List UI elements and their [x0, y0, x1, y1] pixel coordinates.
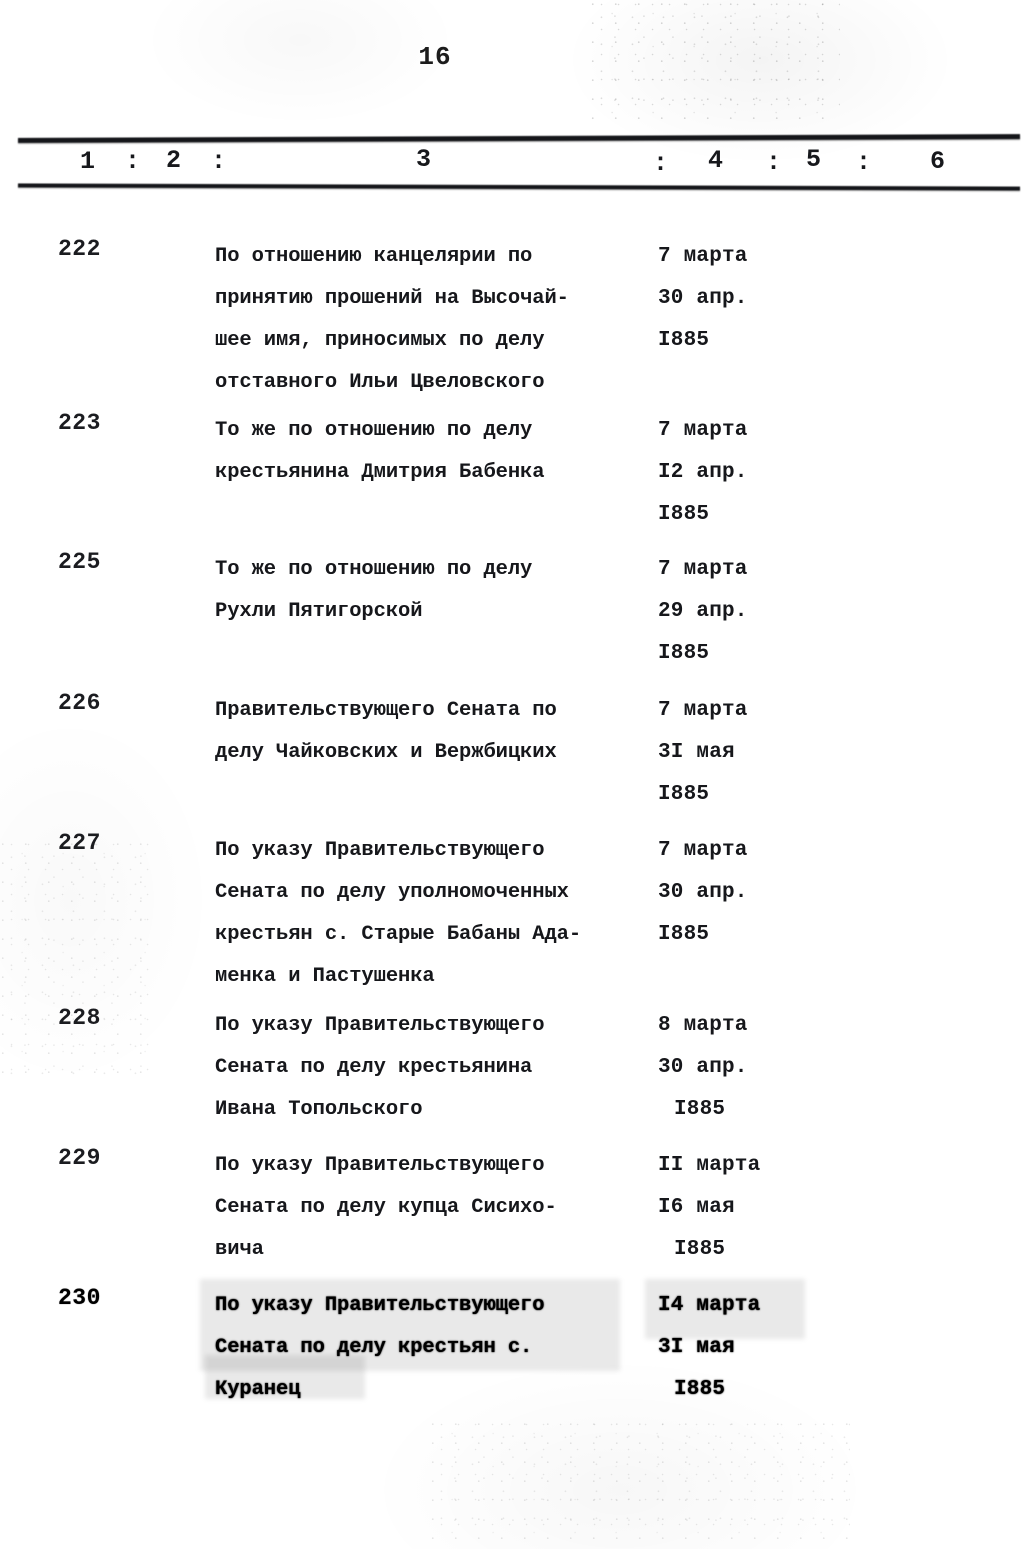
- column-separator-4: :: [766, 148, 782, 177]
- date-line: II марта: [658, 1154, 761, 1177]
- row-description: [215, 236, 645, 404]
- row-number: 225: [58, 549, 101, 575]
- row-dates: [658, 1005, 868, 1131]
- description-line: По указу Правительствующего: [215, 839, 545, 862]
- description-line: Сената по делу купца Сисихо-: [215, 1196, 557, 1219]
- row-description: [215, 830, 645, 998]
- date-line: 7 марта: [658, 245, 748, 268]
- row-description: [215, 549, 645, 633]
- description-line: Рухли Пятигорской: [215, 600, 423, 623]
- column-separator-3: :: [653, 149, 669, 178]
- date-line: 30 апр.: [658, 881, 748, 904]
- description-line: шее имя, приносимых по делу: [215, 329, 545, 352]
- column-header-3: 3: [416, 145, 432, 174]
- date-line: I885: [658, 503, 710, 526]
- date-line: 3I мая: [658, 741, 735, 764]
- date-line: 29 апр.: [658, 600, 748, 623]
- row-dates: [658, 236, 868, 362]
- description-line: По указу Правительствующего: [215, 1154, 545, 1177]
- description-line: То же по отношению по делу: [215, 558, 533, 581]
- scan-speckle-left: [0, 840, 160, 1080]
- date-line: I885: [658, 783, 710, 806]
- date-line: 7 марта: [658, 699, 748, 722]
- description-line: Ивана Топольского: [215, 1098, 423, 1121]
- row-number: 223: [58, 410, 101, 436]
- description-line: крестьян с. Старые Бабаны Ада-: [215, 923, 582, 946]
- date-line: I4 марта: [658, 1294, 761, 1317]
- row-number: 226: [58, 690, 101, 716]
- date-line: I885: [658, 329, 710, 352]
- description-line: Сената по делу крестьянина: [215, 1056, 533, 1079]
- description-line: Куранец: [215, 1378, 301, 1401]
- description-line: менка и Пастушенка: [215, 965, 435, 988]
- row-dates: [658, 549, 868, 675]
- description-line: Сената по делу уполномоченных: [215, 881, 569, 904]
- row-dates: [658, 410, 868, 536]
- description-line: отставного Ильи Цвеловского: [215, 371, 545, 394]
- description-line: принятию прошений на Высочай-: [215, 287, 569, 310]
- row-dates: [658, 1285, 868, 1411]
- description-line: То же по отношению по делу: [215, 419, 533, 442]
- date-line: 7 марта: [658, 419, 748, 442]
- description-line: вича: [215, 1238, 264, 1261]
- row-description: [215, 1285, 645, 1411]
- date-line: 30 апр.: [658, 287, 748, 310]
- row-number: 228: [58, 1005, 101, 1031]
- row-dates: [658, 690, 868, 816]
- description-line: Правительствующего Сената по: [215, 699, 557, 722]
- description-line: делу Чайковских и Вержбицких: [215, 741, 557, 764]
- description-line: По отношению канцелярии по: [215, 245, 533, 268]
- date-line: 7 марта: [658, 558, 748, 581]
- date-line: I885: [674, 1378, 726, 1401]
- column-header-5: 5: [806, 145, 822, 174]
- column-header-6: 6: [930, 147, 946, 176]
- date-line: I885: [674, 1238, 726, 1261]
- row-description: [215, 1145, 645, 1271]
- column-header-1: 1: [80, 147, 96, 176]
- date-line: I885: [658, 642, 710, 665]
- description-line: По указу Правительствующего: [215, 1294, 545, 1317]
- date-line: 3I мая: [658, 1336, 735, 1359]
- column-header-2: 2: [166, 146, 182, 175]
- date-line: 7 марта: [658, 839, 748, 862]
- row-number: 227: [58, 830, 101, 856]
- description-line: Сената по делу крестьян с.: [215, 1336, 533, 1359]
- date-line: I885: [658, 923, 710, 946]
- column-separator-1: :: [125, 147, 141, 176]
- row-dates: [658, 1145, 868, 1271]
- row-number: 229: [58, 1145, 101, 1171]
- row-dates: [658, 830, 868, 956]
- page-number: 16: [418, 42, 452, 72]
- column-header-4: 4: [708, 146, 724, 175]
- row-description: [215, 410, 645, 494]
- date-line: 30 апр.: [658, 1056, 748, 1079]
- date-line: 8 марта: [658, 1014, 748, 1037]
- row-number: 230: [58, 1285, 101, 1311]
- description-line: крестьянина Дмитрия Бабенка: [215, 461, 545, 484]
- column-separator-2: :: [211, 147, 227, 176]
- row-number: 222: [58, 236, 101, 262]
- date-line: I885: [674, 1098, 726, 1121]
- date-line: I2 апр.: [658, 461, 748, 484]
- column-header-row: [18, 141, 1020, 185]
- column-separator-5: :: [856, 148, 872, 177]
- scan-speckle-bottom: [430, 1420, 850, 1540]
- date-line: I6 мая: [658, 1196, 735, 1219]
- row-description: [215, 690, 645, 774]
- row-description: [215, 1005, 645, 1131]
- description-line: По указу Правительствующего: [215, 1014, 545, 1037]
